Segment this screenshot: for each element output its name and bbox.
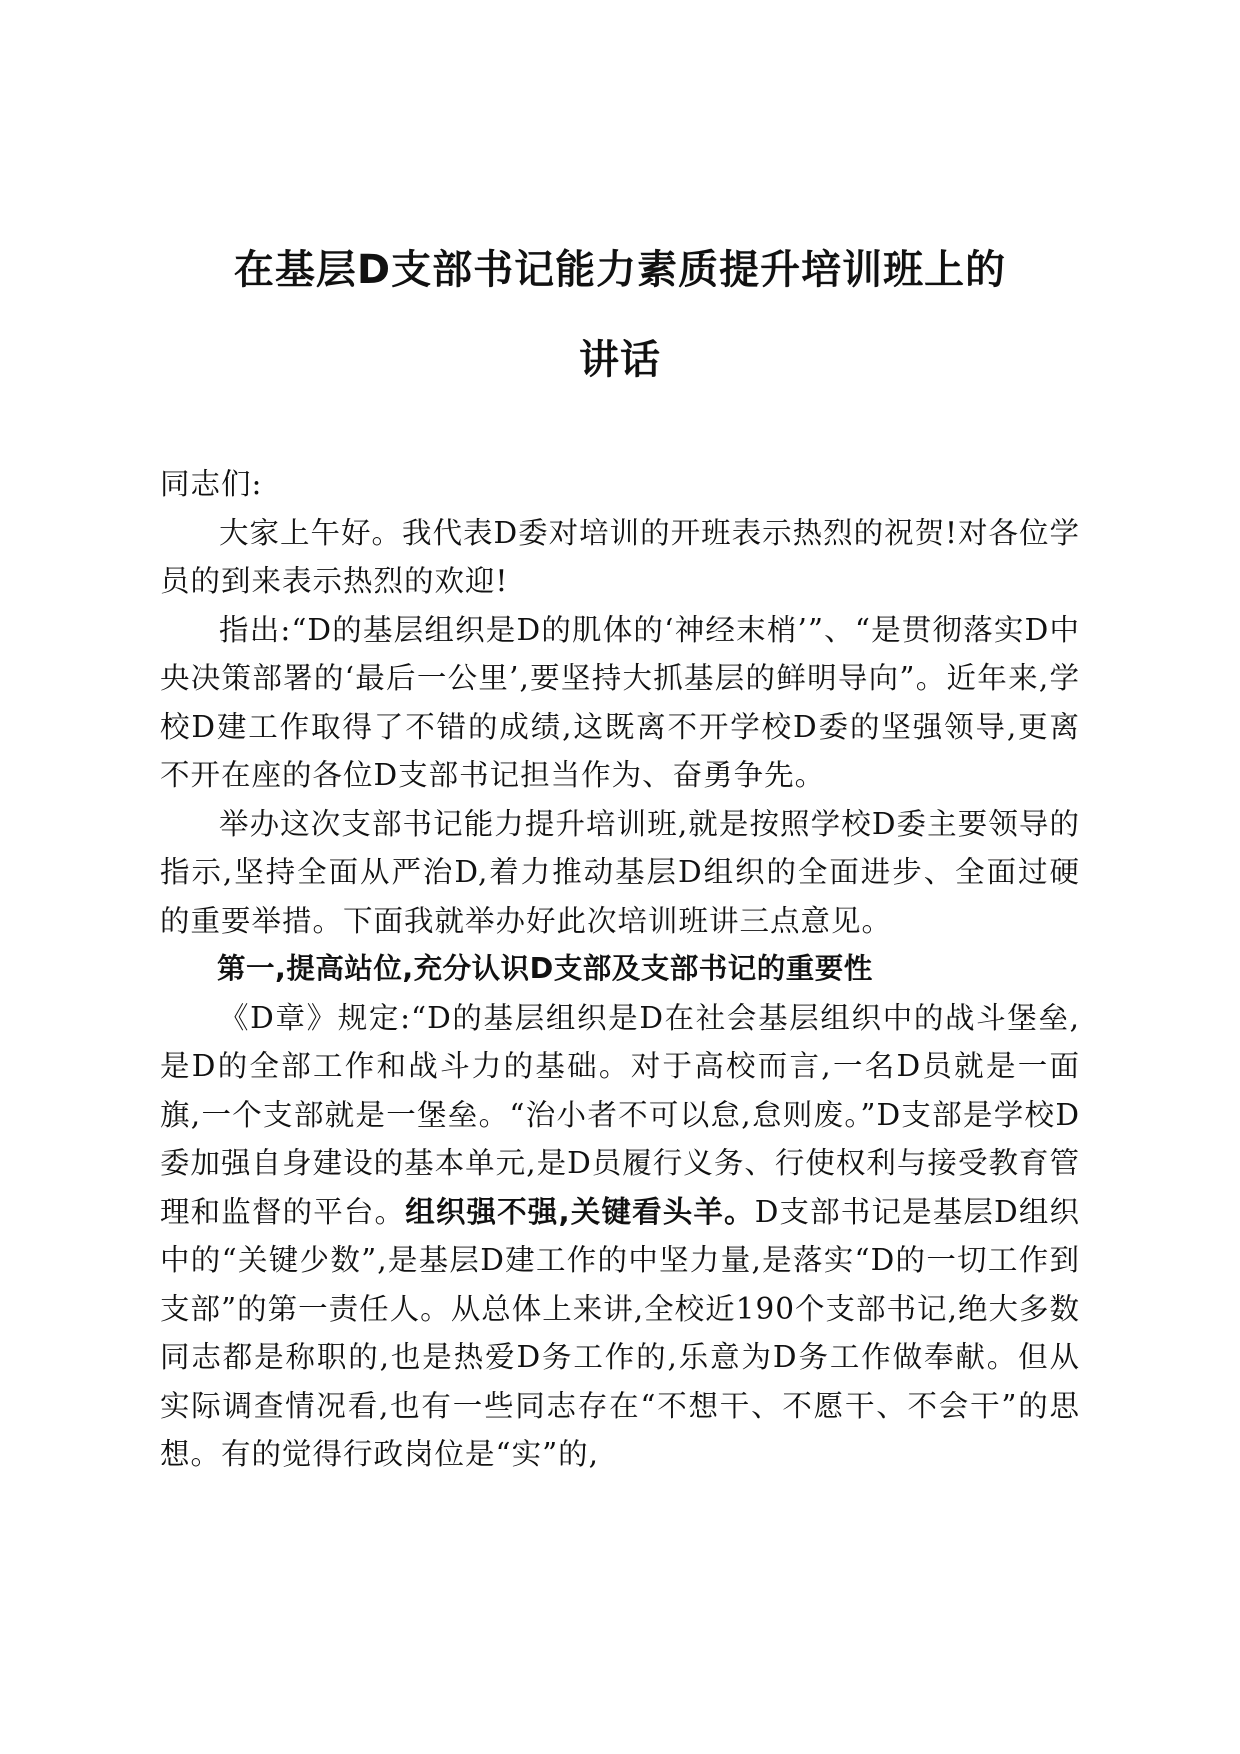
title-line-1: 在基层D支部书记能力素质提升培训班上的 [233, 247, 1007, 293]
paragraph-quote: 指出:“D的基层组织是D的肌体的‘神经末梢’”、“是贯彻落实D中央决策部署的‘最后一公里’,要坚持大抓基层的鲜明导向”。近年来,学校D建工作取得了不错的成绩,这既离不开学校D委的坚强领导,更离不开在座的各位D支部书记担当作为、奋勇争先。 [160, 612, 1080, 792]
paragraph-section-one [160, 994, 1080, 1479]
paragraph-greeting: 大家上午好。我代表D委对培训的开班表示热烈的祝贺!对各位学员的到来表示热烈的欢迎! [160, 515, 1081, 598]
section-bold-phrase: 组织强不强,关键看头羊。 [405, 1194, 755, 1229]
section-heading: 第一,提高站位,充分认识D支部及支部书记的重要性 [217, 952, 873, 985]
section-text-part-1: 《D章》规定:“D的基层组织是D在社会基层组织中的战斗堡垒,是D的全部工作和战斗力的基础。对于高校而言,一名D员就是一面旗,一个支部就是一堡垒。“治小者不可以怠,怠则废。”D支部是学校D委加强自身建设的基本单元,是D员履行义务、行使权利与接受教育管理和监督的平台。 [160, 1000, 1080, 1229]
document-title [160, 225, 1080, 405]
title-line-2: 讲话 [579, 337, 661, 383]
document-body [160, 460, 1080, 1479]
paragraph-purpose: 举办这次支部书记能力提升培训班,就是按照学校D委主要领导的指示,坚持全面从严治D,着力推动基层D组织的全面进步、全面过硬的重要举措。下面我就举办好此次培训班讲三点意见。 [160, 806, 1080, 938]
section-text-part-2: D支部书记是基层D组织中的“关键少数”,是基层D建工作的中坚力量,是落实“D的一切工作到支部”的第一责任人。从总体上来讲,全校近190个支部书记,绝大多数同志都是称职的,也是热爱D务工作的,乐意为D务工作做奉献。但从实际调查情况看,也有一些同志存在“不想干、不愿干、不会干”的思想。有的觉得行政岗位是“实”的, [160, 1194, 1080, 1471]
salutation: 同志们: [160, 467, 263, 501]
